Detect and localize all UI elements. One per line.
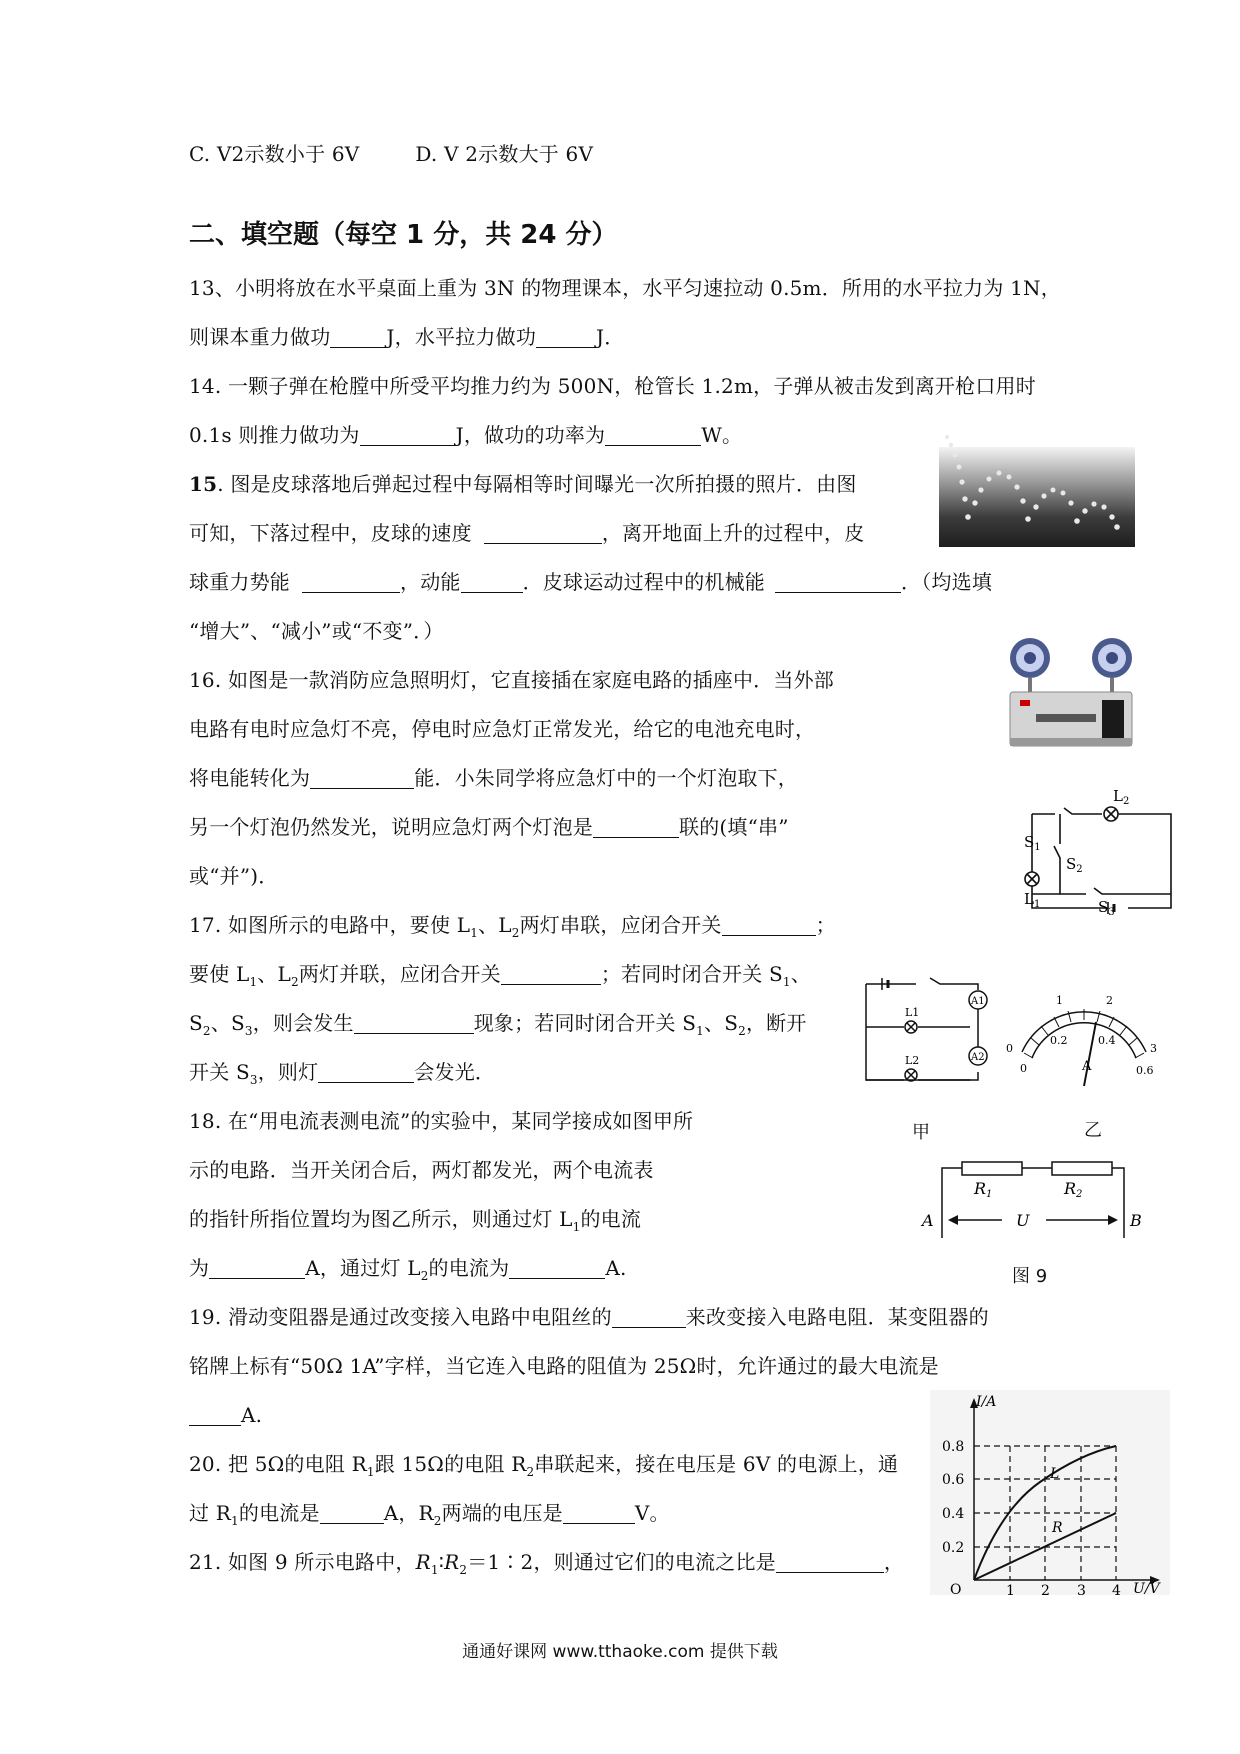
- label-S1: $S_1$: [1024, 833, 1041, 853]
- graph-ylabel: I/A: [976, 1394, 997, 1410]
- blank[interactable]: [320, 1503, 384, 1524]
- q17-line3: $S_2$、$S_3$，则会发生 现象；若同时闭合开关 $S_1$、$S_2$，断开: [189, 1011, 807, 1038]
- ytick: 0.2: [942, 1540, 965, 1556]
- section-title: 二、填空题（每空 1 分，共 24 分）: [189, 220, 618, 250]
- choice-d: D. V 2示数大于 6V: [415, 142, 594, 166]
- blank[interactable]: [360, 425, 456, 446]
- q15-line2: 可知，下落过程中，皮球的速度 ，离开地面上升的过程中，皮: [189, 521, 865, 545]
- label-S3: $S_3$: [1098, 898, 1115, 916]
- blank[interactable]: [593, 817, 679, 838]
- iu-graph: [930, 1390, 1170, 1595]
- blank[interactable]: [310, 768, 414, 789]
- ytick: 0.4: [942, 1506, 965, 1522]
- q17-line1: 17. 如图所示的电路中，要使 $L_1$、$L_2$两灯串联，应闭合开关 ；: [189, 913, 836, 940]
- circuit-diagram-jia: [860, 972, 990, 1087]
- label-U: U: [1016, 1211, 1030, 1230]
- page-footer: 通通好课网 www.tthaoke.com 提供下载: [462, 1642, 778, 1662]
- circuit-diagram-q17: [1010, 786, 1180, 916]
- xtick: 2: [1041, 1583, 1050, 1595]
- tick-bottom-0.6: 0.6: [1136, 1064, 1154, 1077]
- label-A1: A1: [971, 996, 985, 1007]
- blank[interactable]: [775, 572, 901, 593]
- tick-top-0: 0: [1006, 1042, 1013, 1055]
- label-A2: A2: [971, 1052, 985, 1063]
- label-S2: $S_2$: [1066, 855, 1083, 875]
- xtick: 4: [1112, 1583, 1121, 1595]
- blank[interactable]: [302, 572, 400, 593]
- q15-line4: “增大”、“减小”或“不变”．）: [189, 619, 444, 643]
- tick-bottom-0.2: 0.2: [1050, 1034, 1068, 1047]
- tick-bottom-0: 0: [1020, 1062, 1027, 1075]
- ytick: 0.6: [942, 1472, 965, 1488]
- tick-top-1: 1: [1056, 994, 1063, 1007]
- q19-line2: 铭牌上标有“50Ω 1A”字样，当它连入电路的阻值为 25Ω时，允许通过的最大电流是: [189, 1354, 939, 1378]
- curve-label-L: L: [1050, 1466, 1060, 1482]
- q18-line3: 的指针所指位置均为图乙所示，则通过灯 $L_1$的电流: [189, 1207, 642, 1234]
- q14-line2: 0.1s 则推力做功为 J，做功的功率为 W。: [189, 423, 743, 447]
- blank[interactable]: [563, 1503, 635, 1524]
- bouncing-ball-photo: [939, 427, 1135, 547]
- blank[interactable]: [605, 425, 701, 446]
- blank[interactable]: [209, 1258, 305, 1279]
- blank[interactable]: [722, 915, 816, 936]
- blank[interactable]: [461, 572, 523, 593]
- blank[interactable]: [354, 1013, 474, 1034]
- caption-fig9: 图 9: [1012, 1266, 1048, 1287]
- graph-origin: O: [950, 1582, 962, 1595]
- label-L2: $L_2$: [1113, 787, 1130, 807]
- choice-c: C. V2示数小于 6V: [189, 142, 360, 166]
- circuit-diagram-fig9: [912, 1150, 1142, 1250]
- emergency-light-image: [1006, 628, 1136, 748]
- blank[interactable]: [536, 327, 596, 348]
- label-L1: $L_1$: [1024, 890, 1041, 910]
- curve-label-R: R: [1052, 1520, 1063, 1536]
- q20-line1: 20. 把 5Ω的电阻 $R_1$跟 15Ω的电阻 $R_2$串联起来，接在电压是 6V 的电源上，通: [189, 1452, 899, 1479]
- q18-line4: 为 A，通过灯 $L_2$的电流为 A.: [189, 1256, 627, 1283]
- tick-bottom-0.4: 0.4: [1098, 1034, 1116, 1047]
- q13-line2: 则课本重力做功 J，水平拉力做功 J．: [189, 325, 625, 349]
- q16-line4: 另一个灯泡仍然发光，说明应急灯两个灯泡是 联的(填“串”: [189, 815, 789, 839]
- label-A: A: [922, 1211, 934, 1230]
- blank[interactable]: [484, 523, 602, 544]
- xtick: 1: [1006, 1583, 1015, 1595]
- q16-line3: 将电能转化为 能．小朱同学将应急灯中的一个灯泡取下，: [189, 766, 799, 790]
- q16-line2: 电路有电时应急灯不亮，停电时应急灯正常发光，给它的电池充电时，: [189, 717, 816, 741]
- graph-xlabel: U/V: [1133, 1581, 1160, 1595]
- q14-line1: 14. 一颗子弹在枪膛中所受平均推力约为 500N，枪管长 1.2m，子弹从被击发到离开枪口用时: [189, 374, 1036, 398]
- q15-line3: 球重力势能 ，动能 ．皮球运动过程中的机械能 ．（均选填: [189, 570, 993, 594]
- q17-line4: 开关 $S_3$，则灯 会发光．: [189, 1060, 496, 1087]
- q19-line1: 19. 滑动变阻器是通过改变接入电路中电阻丝的 来改变接入电路电阻．某变阻器的: [189, 1305, 989, 1329]
- q18-line2: 示的电路．当开关闭合后，两灯都发光，两个电流表: [189, 1158, 654, 1182]
- q13-line1: 13、小明将放在水平桌面上重为 3N 的物理课本，水平匀速拉动 0.5m．所用的水平拉力为 1N，: [189, 276, 1061, 300]
- label-R1: R1: [974, 1179, 993, 1200]
- blank[interactable]: [776, 1552, 884, 1573]
- blank[interactable]: [330, 327, 386, 348]
- ytick: 0.8: [942, 1439, 965, 1455]
- label-L2: L2: [905, 1054, 920, 1067]
- blank[interactable]: [189, 1405, 241, 1426]
- caption-yi: 乙: [1084, 1120, 1102, 1141]
- q16-line1: 16. 如图是一款消防应急照明灯，它直接插在家庭电路的插座中．当外部: [189, 668, 834, 692]
- blank[interactable]: [501, 964, 601, 985]
- unit-A: A: [1082, 1059, 1092, 1074]
- q21-line1: 21. 如图 9 所示电路中，$R_1∶R_2=1∶2$，则通过它们的电流之比是 ，: [189, 1550, 905, 1577]
- choice-c-d: [189, 141, 593, 167]
- xtick: 3: [1077, 1583, 1086, 1595]
- q18-line1: 18. 在“用电流表测电流”的实验中，某同学接成如图甲所: [189, 1109, 694, 1133]
- q17-line2: 要使 $L_1$、$L_2$两灯并联，应闭合开关 ；若同时闭合开关 $S_1$、: [189, 962, 811, 989]
- blank[interactable]: [509, 1258, 605, 1279]
- tick-top-2: 2: [1106, 994, 1113, 1007]
- q16-line5: 或“并”)．: [189, 864, 279, 888]
- q15-line1: 15. 图是皮球落地后弹起过程中每隔相等时间曝光一次所拍摄的照片．由图: [189, 472, 857, 496]
- tick-top-3: 3: [1150, 1042, 1157, 1055]
- q19-line3: A.: [189, 1402, 262, 1428]
- label-R2: R2: [1064, 1179, 1083, 1200]
- ammeter-dial-yi: [1000, 980, 1160, 1090]
- label-B: B: [1130, 1211, 1142, 1230]
- blank[interactable]: [612, 1307, 686, 1328]
- blank[interactable]: [318, 1062, 414, 1083]
- q20-line2: 过 $R_1$的电流是 A，$R_2$两端的电压是 V。: [189, 1501, 670, 1528]
- caption-jia: 甲: [912, 1122, 930, 1143]
- label-L1: L1: [905, 1006, 920, 1019]
